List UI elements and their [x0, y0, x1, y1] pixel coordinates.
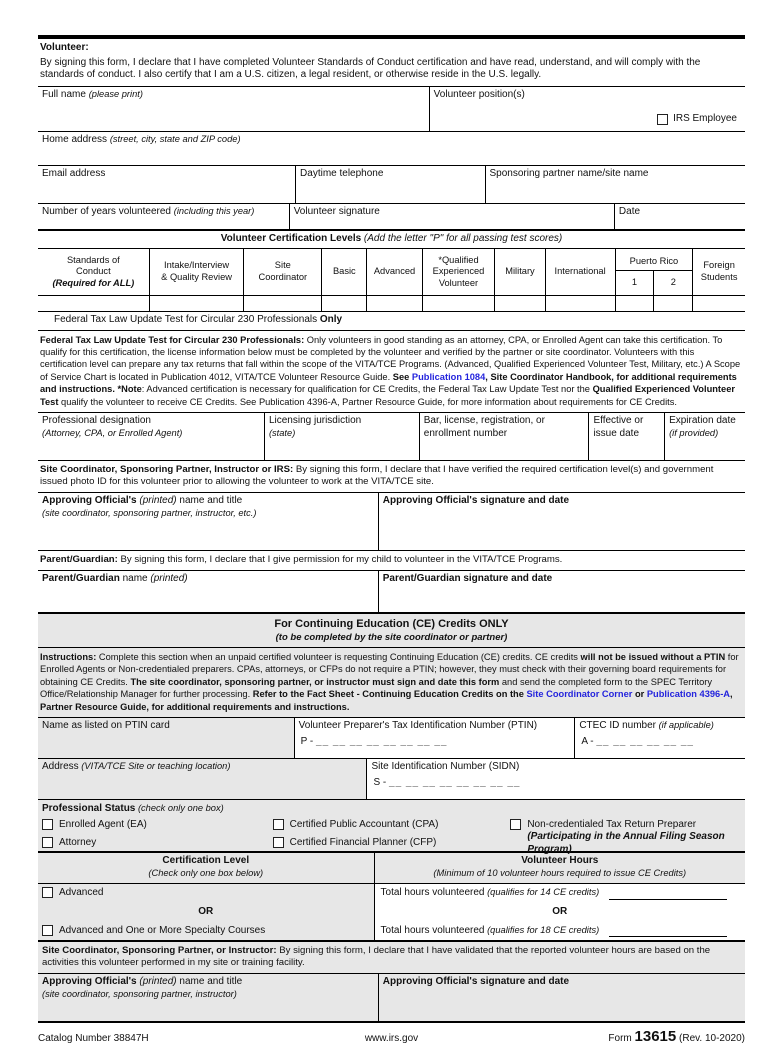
hours-or: OR	[552, 905, 568, 917]
ce-section-header	[38, 614, 745, 648]
cpa-label: Certified Public Accountant (CPA)	[289, 818, 439, 830]
col-intake-interview: Intake/Interview & Quality Review	[150, 249, 245, 295]
volunteer-signature-label: Volunteer signature	[293, 205, 380, 217]
volunteer-positions-label: Volunteer position(s)	[433, 88, 525, 100]
federal-tax-law-row: Federal Tax Law Update Test for Circular 230 Professionals Only	[38, 312, 745, 331]
home-address-hint: (street, city, state and ZIP code)	[109, 133, 241, 144]
ptin-number-field[interactable]: Volunteer Preparer's Tax Identification Number (PTIN) P - __ __ __ __ __ __ __ __	[295, 718, 576, 758]
volunteer-signature-field[interactable]	[290, 204, 615, 229]
volunteer-hours-entries: Total hours volunteered (qualifies for 14 CE credits) OR Total hours volunteered (qualifies for 18 CE credits)	[375, 884, 745, 940]
ce-approving-official-signature-field[interactable]: Approving Official's signature and date	[382, 976, 570, 988]
full-name-hint: (please print)	[88, 88, 143, 99]
certification-level-header: Certification Level (Check only one box below)	[38, 853, 375, 883]
cfp-checkbox[interactable]	[273, 837, 284, 848]
score-international[interactable]	[546, 296, 616, 311]
non-credentialed-checkbox[interactable]	[510, 819, 521, 830]
years-volunteered-hint: (including this year)	[173, 205, 255, 216]
sponsoring-partner-field[interactable]	[486, 166, 745, 203]
site-coordinator-corner-link[interactable]: Site Coordinator Corner	[526, 689, 633, 700]
advanced-checkbox[interactable]	[42, 887, 53, 898]
col-basic: Basic	[322, 249, 367, 295]
irs-employee-checkbox[interactable]	[657, 114, 668, 125]
ce-instructions: Instructions: Complete this section when an unpaid certified volunteer is requesting Continuing Education (CE) credits. CE credits will not be issued without a PTIN for Enrolled Agents or Non-credentialed preparers. CPAs, attorneys, or CFPs do not require a PTIN; however, they must check with their governing board requirements for obtaining CE Credits. The site coordinator, sponsoring partner, or instructor must sign and date this form and send the completed form to the SPEC Territory Office/Relationship Manager for further processing. Refer to the Fact Sheet - Continuing Education Credits on the Site Coordinator Corner or Publication 4396-A, Partner Resource Guide, for additional requirements and instructions.	[38, 648, 745, 718]
advanced-specialty-label: Advanced and One or More Specialty Courses	[59, 924, 266, 936]
signature-date-field[interactable]	[615, 204, 745, 229]
score-advanced[interactable]	[367, 296, 422, 311]
ce-address-field[interactable]: Address (VITA/TCE Site or teaching location)	[38, 759, 367, 799]
col-standards-of-conduct: Standards of Conduct (Required for ALL)	[38, 249, 150, 295]
home-address-field[interactable]	[38, 132, 745, 165]
cfp-label: Certified Financial Planner (CFP)	[289, 837, 437, 849]
non-credentialed-note: (Participating in the Annual Filing Season Program)	[527, 831, 725, 855]
ce-credits-section	[38, 614, 745, 1023]
parent-guardian-signature-field[interactable]: Parent/Guardian signature and date	[382, 573, 553, 585]
circular-230-paragraph: Federal Tax Law Update Test for Circular 230 Professionals: Only volunteers in good standing as an attorney, CPA, or Enrolled Agent can take this certification. To qualify for this certification, the license information below must be completed by the volunteer and verified by the partner or site coordinator. Volunteers with this certification level can prepare any tax returns that fall within the scope of the VITA/TCE Programs. (Advanced, Qualified Experienced Volunteer Test, Military, etc.) A Scope of Service Chart is located in Publication 4012, VITA/TCE Volunteer Resource Guide. See Publication 1084, Site Coordinator Handbook, for additional requirements and instructions. *Note: Advanced certification is necessary for qualification for CE Credits, the Federal Tax Law Update Test nor the Qualified Experienced Volunteer Test qualify the volunteer to receive CE Credits. See Publication 4396-A, Partner Resource Guide, for more information about requirements for CE Credits.	[38, 331, 745, 414]
form-13615-page	[38, 35, 745, 1047]
col-advanced: Advanced	[367, 249, 422, 295]
approving-official-row-2	[38, 974, 745, 1021]
score-basic[interactable]	[322, 296, 367, 311]
certification-level-options	[38, 884, 375, 940]
full-name-field[interactable]	[38, 87, 430, 131]
enrolled-agent-label: Enrolled Agent (EA)	[59, 818, 147, 830]
approving-official-name-field[interactable]: Approving Official's (printed) name and title (site coordinator, sponsoring partner, instructor, etc.)	[38, 493, 379, 550]
hours-14-blank[interactable]	[609, 889, 727, 900]
email-field[interactable]	[38, 166, 296, 203]
approving-official-signature-field[interactable]: Approving Official's signature and date	[382, 495, 570, 507]
ctec-blanks[interactable]: __ __ __ __ __ __	[596, 735, 694, 747]
ptin-blanks[interactable]: __ __ __ __ __ __ __ __	[316, 735, 448, 747]
cpa-checkbox[interactable]	[273, 819, 284, 830]
certification-table-title-bold: Volunteer Certification Levels	[220, 232, 362, 244]
effective-date-field[interactable]: Effective or issue date	[589, 413, 665, 460]
ce-title: For Continuing Education (CE) Credits ONLY	[274, 618, 509, 631]
parent-guardian-name-field[interactable]: Parent/Guardian name (printed)	[38, 571, 379, 612]
professional-status-section: Professional Status (check only one box) Enrolled Agent (EA) Attorney Certified Public Accountant (CPA) Certified Financial Planner (CFP) Non-credentialed Tax Return Preparer (Participating in the Annual Filing Season Program)	[38, 800, 745, 853]
attorney-label: Attorney	[59, 837, 97, 849]
certification-table-title-note: (Add the letter "P" for all passing test scores)	[361, 232, 563, 244]
col-puerto-rico-1: 1	[616, 271, 655, 295]
years-volunteered-label: Number of years volunteered	[42, 205, 171, 217]
catalog-number: Catalog Number 38847H	[38, 1033, 149, 1045]
certification-table	[38, 231, 745, 331]
irs-employee-label: IRS Employee	[673, 113, 737, 124]
cert-level-or: OR	[198, 905, 214, 917]
email-label: Email address	[42, 167, 106, 179]
score-qualified-experienced[interactable]	[423, 296, 496, 311]
volunteer-hours-header: Volunteer Hours (Minimum of 10 volunteer hours required to issue CE Credits)	[433, 855, 687, 878]
ptin-name-field[interactable]: Name as listed on PTIN card	[38, 718, 295, 758]
hours-validation-declaration: Site Coordinator, Sponsoring Partner, or Instructor: By signing this form, I declare that I have validated that the reported volunteer hours are based on the activities this volunteer performed in my site or training facility.	[38, 942, 745, 974]
form-number: 13615	[634, 1028, 677, 1046]
attorney-checkbox[interactable]	[42, 837, 53, 848]
name-positions-row	[38, 87, 745, 132]
score-foreign-students[interactable]	[693, 296, 745, 311]
home-address-label: Home address	[42, 133, 108, 145]
hours-18-blank[interactable]	[609, 926, 727, 937]
col-international: International	[546, 249, 616, 295]
certification-header-row	[38, 249, 745, 296]
volunteer-declaration-section	[38, 39, 745, 87]
ctec-id-field[interactable]: CTEC ID number (if applicable) A - __ __ __ __ __ __	[575, 718, 745, 758]
sidn-blanks[interactable]: __ __ __ __ __ __ __ __	[389, 776, 521, 788]
col-foreign-students: Foreign Students	[700, 260, 738, 282]
advanced-specialty-checkbox[interactable]	[42, 925, 53, 936]
col-qualified-experienced: *Qualified Experienced Volunteer	[423, 249, 496, 295]
certification-table-title	[38, 231, 745, 250]
cert-level-hours-header	[38, 853, 745, 884]
sponsoring-partner-label: Sponsoring partner name/site name	[489, 167, 649, 179]
advanced-label: Advanced	[59, 887, 104, 899]
ce-subtitle: (to be completed by the site coordinator or partner)	[275, 631, 508, 643]
licensing-jurisdiction-field[interactable]: Licensing jurisdiction (state)	[265, 413, 420, 460]
score-site-coordinator[interactable]	[244, 296, 322, 311]
col-puerto-rico: Puerto Rico 1 2	[616, 249, 694, 295]
address-sidn-row	[38, 759, 745, 800]
score-standards[interactable]	[38, 296, 150, 311]
sidn-field[interactable]: Site Identification Number (SIDN) S - __ __ __ __ __ __ __ __	[367, 759, 745, 799]
parent-guardian-row	[38, 571, 745, 614]
ce-approving-official-name-field[interactable]: Approving Official's (printed) name and title (site coordinator, sponsoring partner, instructor)	[38, 974, 379, 1021]
parent-guardian-declaration: Parent/Guardian: By signing this form, I declare that I give permission for my child to volunteer in the VITA/TCE Programs.	[38, 551, 745, 571]
cert-level-hours-row	[38, 884, 745, 942]
certification-score-row	[38, 296, 745, 312]
score-puerto-rico-2[interactable]	[654, 296, 693, 311]
volunteer-declaration-text: By signing this form, I declare that I have completed Volunteer Standards of Conduct certification and have read, understand, and will comply with the standards of conduct. I also certify that I am a U.S. citizen, a legal resident, or otherwise reside in the U.S. legally.	[40, 56, 701, 80]
col-puerto-rico-2: 2	[670, 277, 676, 287]
signature-date-label: Date	[618, 205, 641, 217]
expiration-date-field[interactable]: Expiration date (if provided)	[669, 415, 736, 438]
page-footer	[38, 1028, 745, 1047]
col-site-coordinator: Site Coordinator	[244, 249, 322, 295]
site-coordinator-declaration: Site Coordinator, Sponsoring Partner, Instructor or IRS: By signing this form, I declare that I have verified the required certification level(s) and government issued photo ID for this volunteer prior to allowing the volunteer to work at the VITA/TCE site.	[38, 461, 745, 493]
contact-row	[38, 166, 745, 204]
years-volunteered-field[interactable]	[38, 204, 290, 229]
col-military: Military	[495, 249, 545, 295]
daytime-phone-label: Daytime telephone	[300, 167, 384, 179]
signature-row	[38, 204, 745, 231]
score-military[interactable]	[495, 296, 545, 311]
ptin-row	[38, 718, 745, 759]
publication-4396a-link[interactable]: Publication 4396-A	[646, 689, 731, 700]
score-puerto-rico-1[interactable]	[616, 296, 655, 311]
professional-designation-field[interactable]: Professional designation (Attorney, CPA, or Enrolled Agent)	[38, 413, 265, 460]
publication-1084-link[interactable]: Publication 1084	[411, 371, 486, 382]
license-number-field[interactable]: Bar, license, registration, or enrollment number	[420, 413, 590, 460]
full-name-label: Full name	[42, 88, 86, 100]
volunteer-positions-field[interactable]	[430, 87, 745, 131]
approving-official-row-1	[38, 493, 745, 551]
enrolled-agent-checkbox[interactable]	[42, 819, 53, 830]
form-number-block: Form 13615 (Rev. 10-2020)	[608, 1028, 745, 1046]
non-credentialed-label: Non-credentialed Tax Return Preparer	[527, 818, 697, 830]
home-address-row	[38, 132, 745, 166]
score-intake[interactable]	[150, 296, 245, 311]
irs-website: www.irs.gov	[364, 1033, 419, 1045]
daytime-phone-field[interactable]	[296, 166, 485, 203]
volunteer-heading: Volunteer:	[40, 42, 89, 53]
license-row	[38, 413, 745, 461]
